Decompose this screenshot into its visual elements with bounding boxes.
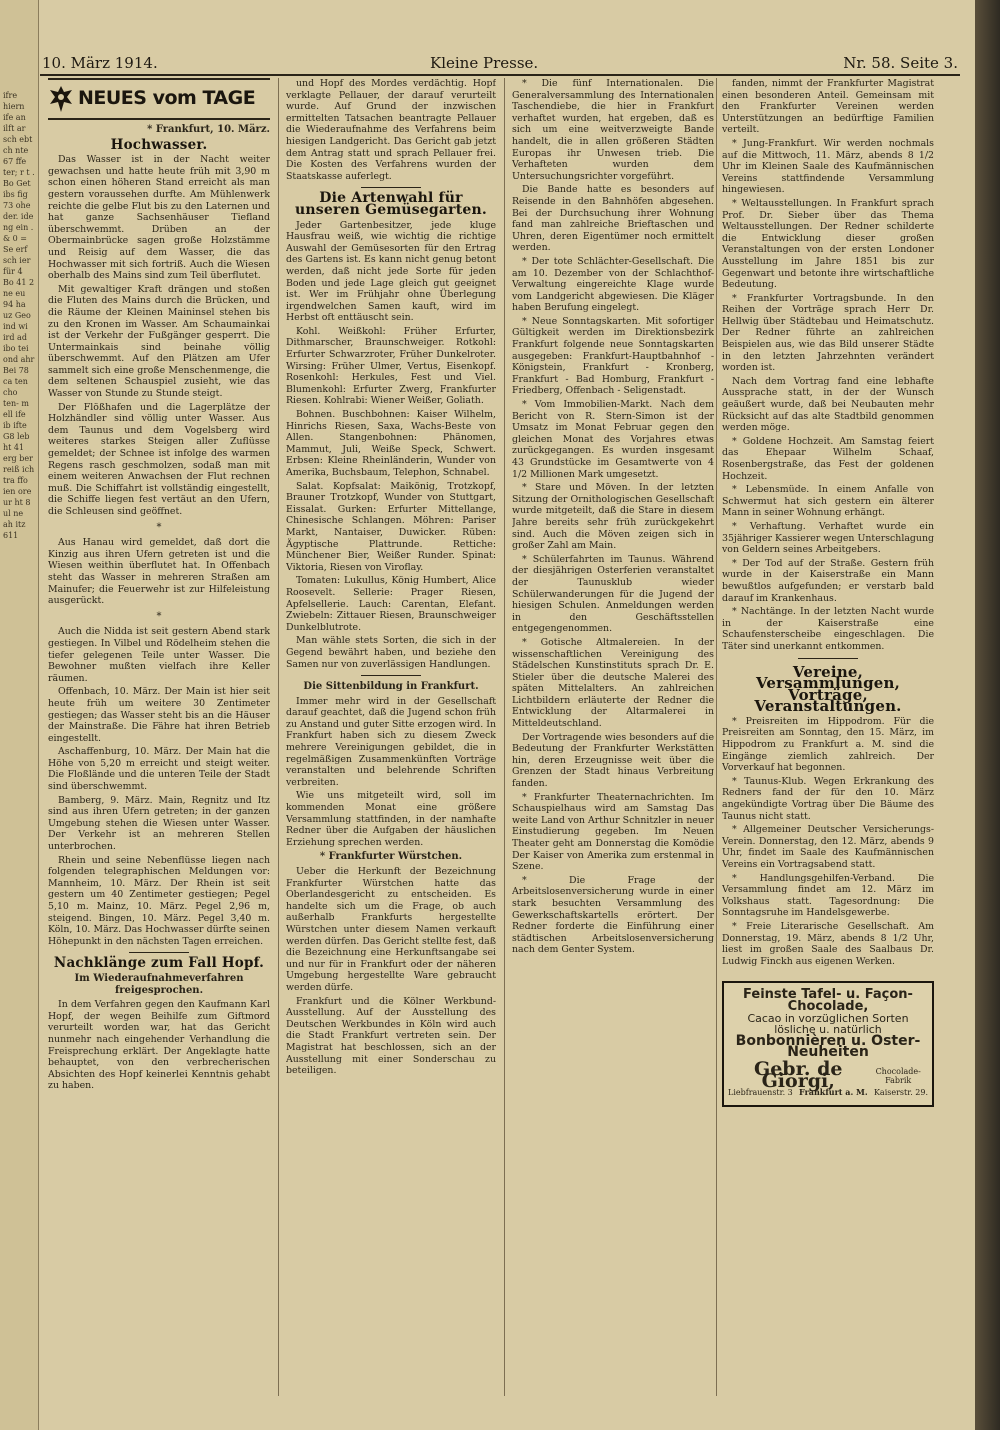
article-paragraph: * Freie Literarische Gesellschaft. Am Donnerstag, 19. März, abends 8 1/2 Uhr, liest im großen Saale des Saalbaus Dr. Ludwig Finckh aus eigenen Werken. (722, 920, 934, 967)
column-2 (286, 78, 496, 1396)
header-date: 10. März 1914. (42, 54, 158, 72)
article-paragraph: Bohnen. Buschbohnen: Kaiser Wilhelm, Hinrichs Riesen, Saxa, Wachs-Beste von Allen. Stangenbohnen: Phänomen, Mammut, Juli, Weiße Speck, Schwert. Erbsen: Kleine Rheinländerin, Wunder von Amerika, Buchsbaum, Telephon, Schnabel. (286, 409, 496, 478)
article-paragraph: Man wähle stets Sorten, die sich in der Gegend bewährt haben, und beziehe den Samen nur von zuverlässigen Handlungen. (286, 635, 496, 670)
ad-city: Frankfurt a. M. (799, 1087, 868, 1098)
article-paragraph: * Verhaftung. Verhaftet wurde ein 35jähriger Kassierer wegen Unterschlagung von Geldern seines Arbeitgebers. (722, 520, 934, 556)
article-paragraph: * Lebensmüde. In einem Anfalle von Schwermut hat sich gestern ein älterer Mann in seiner Wohnung erhängt. (722, 484, 934, 519)
article-heading: Die Artenwahl für unseren Gemüsegarten. (295, 190, 487, 218)
article-paragraph: * Weltausstellungen. In Frankfurt sprach Prof. Dr. Sieber über das Thema Weltausstellungen. Der Redner schilderte die Entwicklung dieser großen Veranstaltungen von der ersten Londoner Ausstellung im Jahre 1851 bis zur Gegenwart und betonte ihre wirtschaftliche Bedeutung. (722, 197, 934, 291)
article-paragraph: * Vom Immobilien-Markt. Nach dem Bericht von R. Stern-Simon ist der Umsatz im Monat Februar gegen den gleichen Monat des Vorjahres etwas zurückgegangen. Es wurden insgesamt 43 Grundstücke im Gesamtwerte von 4 1/2 Millionen Mark umgesetzt. (512, 399, 714, 480)
column-3 (512, 78, 714, 1396)
section-heading: Vereine, Versammlungen, Vorträge, Veranstaltungen. (754, 662, 902, 716)
article-paragraph: * Gotische Altmalereien. In der wissenschaftlichen Vereinigung des Städelschen Kunstinstituts sprach Dr. E. Stieler über die deutsche Malerei des späten Mittelalters. An zahlreichen Lichtbildern erläuterte der Redner die Entwicklung der Altarmalerei in Mitteldeutschland. (512, 636, 714, 730)
article-paragraph: * Allgemeiner Deutscher Versicherungs-Verein. Donnerstag, den 12. März, abends 9 Uhr, findet im Saale des Kaufmännischen Vereins ein Vortragsabend statt. (722, 824, 934, 870)
article-paragraph: Jeder Gartenbesitzer, jede kluge Hausfrau weiß, wie wichtig die richtige Auswahl der Gemüsesorten für den Ertrag des Gartens ist. Es kann nicht genug betont werden, daß nicht jede Sorte für jeden Boden und jede Lage gleich gut geeignet ist. Wer im Frühjahr ohne Überlegung irgendwelchen Samen kauft, wird im Herbst oft enttäuscht sein. (286, 219, 496, 324)
article-paragraph: Aschaffenburg, 10. März. Der Main hat die Höhe von 5,20 m erreicht und steigt weiter. Die Floßlände und die unteren Teile der Stadt sind überschwemmt. (48, 746, 270, 793)
article-paragraph: In dem Verfahren gegen den Kaufmann Karl Hopf, der wegen Beihilfe zum Giftmord verurteilt worden war, hat das Gericht nunmehr nach eingehender Verhandlung die Freisprechung erklärt. Der Angeklagte hatte behauptet, von den verbrecherischen Absichten des Hopf keinerlei Kenntnis gehabt zu haben. (48, 999, 270, 1092)
article-paragraph: und Hopf des Mordes verdächtig. Hopf verklagte Pellauer, der darauf verurteilt wurde. Auf Grund der inzwischen ermittelten Tatsachen beantragte Pellauer die Wiederaufnahme des Verfahrens beim hiesigen Landgericht. Das Gericht gab jetzt dem Antrag statt und sprach Pellauer frei. Die Kosten des Verfahrens wurden der Staatskasse auferlegt. (286, 78, 496, 182)
previous-page-edge (0, 0, 39, 1430)
ad-address: Liebfrauenstr. 3 (728, 1088, 793, 1098)
separator-star: * (156, 521, 162, 533)
article-paragraph: Mit gewaltiger Kraft drängen und stoßen die Fluten des Mains durch die Brücken, und die Räume der Kleinen Maininsel stehen bis zu den Kronen im Wasser. Am Schaumainkai ist der Verkehr der Fußgänger gesperrt. Die Untermainkais sind beinahe völlig überschwemmt. Auf den Plätzen am Ufer sammelt sich eine große Menschenmenge, die dem seltenen Schauspiel zusieht, wie das Wasser von Stunde zu Stunde steigt. (48, 283, 270, 400)
ad-brand-side: Chocolade-Fabrik (875, 1066, 921, 1085)
ad-headline: Feinste Tafel- u. Façon-Chocolade, (743, 987, 913, 1014)
article-paragraph: Rhein und seine Nebenflüsse liegen nach folgenden telegraphischen Meldungen vor: Mannheim, 10. März. Der Rhein ist seit gestern um 40 Zentimeter gestiegen; Pegel 5,10 m. Mainz, 10. März. Pegel 2,96 m, steigend. Bingen, 10. März. Pegel 3,40 m. Köln, 10. März. Das Hochwasser dürfte seinen Höhepunkt in den nächsten Tagen erreichen. (48, 854, 270, 947)
column-rule (278, 78, 279, 1396)
article-paragraph: Frankfurt und die Kölner Werkbund-Ausstellung. Auf der Ausstellung des Deutschen Werkbundes in Köln wird auch die Stadt Frankfurt vertreten sein. Der Magistrat hat beschlossen, sich an der Ausstellung mit einer Sonderschau zu beteiligen. (286, 995, 496, 1077)
article-paragraph: * Die fünf Internationalen. Die Generalversammlung des Internationalen Taschendiebe, die hier in Frankfurt verhaftet wurden, hat ergeben, daß es sich um eine weitverzweigte Bande handelt, die in allen größeren Städten Europas ihr Unwesen trieb. Die Verhafteten wurden dem Untersuchungsrichter vorgeführt. (512, 78, 714, 182)
gutter-text: ifre hiern ife an ilft ar sch ebt ch nte 67 ffe ter; r t . Bo Get ibs fig 73 ohe der. ide ng ein . & 0 = Se erf sch ier für 4 Bo 41 2 ne eu 94 ha uz Geo ind wi ird ad ibo tei ond ahr Bei 78 ca ten cho ten- m ell ife ib ifte G8 leb ht 41 erg ber reiß ich tra ffo ien ore ur ht 8 ul ne ah itz 611 (3, 91, 35, 540)
ad-address-row (728, 1087, 928, 1099)
article-paragraph: Der Flößhafen und die Lagerplätze der Holzhändler sind völlig unter Wasser. Aus dem Taunus und dem Vogelsberg wird weiteres starkes Steigen aller Zuflüsse gemeldet; der Schnee ist infolge des warmen Regens rasch geschmolzen, sodaß man mit einem weiteren Anwachsen der Flut rechnen muß. Die Schiffahrt ist vollständig eingestellt, die Schiffe liegen fest vertäut an den Ufern, die Schleusen sind geöffnet. (48, 401, 270, 517)
divider (129, 952, 189, 953)
article-paragraph: Immer mehr wird in der Gesellschaft darauf geachtet, daß die Jugend schon früh zu Anstand und guter Sitte erzogen wird. In Frankfurt haben sich zu diesem Zweck mehrere Vereinigungen gebildet, die in regelmäßigen Zusammenkünften Vorträge veranstalten und belehrende Schriften verbreiten. (286, 695, 496, 788)
chocolate-advertisement (722, 981, 934, 1106)
header-page-number: Nr. 58. Seite 3. (843, 54, 958, 72)
dateline: * Frankfurt, 10. März. (147, 124, 270, 135)
article-paragraph: * Frankfurter Vortragsbunde. In den Reihen der Vorträge sprach Herr Dr. Hellwig über Städtebau und Heimatschutz. Der Redner führte an zahlreichen Beispielen aus, wie das Bild unserer Städte in den letzten Jahrzehnten verändert worden ist. (722, 292, 934, 374)
article-paragraph: fanden, nimmt der Frankfurter Magistrat einen besonderen Anteil. Gemeinsam mit den Frankfurter Vereinen werden Unterstützungen an bedürftige Familien verteilt. (722, 78, 934, 136)
separator-star: * (156, 610, 162, 622)
article-paragraph: Auch die Nidda ist seit gestern Abend stark gestiegen. In Vilbel und Rödelheim stehen die tiefer gelegenen Teile unter Wasser. Die Bewohner mußten vielfach ihre Keller räumen. (48, 626, 270, 684)
article-paragraph: * Der tote Schlächter-Gesellschaft. Die am 10. Dezember von der Schlachthof-Verwaltung eingereichte Klage wurde vom Landgericht abgewiesen. Die Kläger haben Berufung eingelegt. (512, 255, 714, 314)
divider (798, 658, 858, 659)
ad-brand-row (728, 1057, 928, 1092)
article-paragraph: * Handlungsgehilfen-Verband. Die Versammlung findet am 12. März im Volkshaus statt. Tagesordnung: Die Sonntagsruhe im Handelsgewerbe. (722, 872, 934, 919)
article-subheading: Im Wiederaufnahmeverfahren freigesprochen. (74, 972, 244, 996)
article-heading: Hochwasser. (110, 136, 208, 153)
ad-line: Cacao in vorzüglichen Sorten lösliche u. natürlich (747, 1011, 909, 1037)
divider (361, 187, 421, 188)
article-paragraph: Der Vortragende wies besonders auf die Bedeutung der Frankfurter Werkstätten hin, deren Erzeugnisse weit über die Grenzen der Stadt hinaus Verbreitung fanden. (512, 731, 714, 790)
article-paragraph: * Die Frage der Arbeitslosenversicherung wurde in einer stark besuchten Versammlung des Gewerkschaftskartells erörtert. Der Redner forderte die Einführung einer städtischen Arbeitslosenversicherung nach dem Genter System. (512, 874, 714, 956)
article-paragraph: Offenbach, 10. März. Der Main ist hier seit heute früh um weitere 30 Zentimeter gestiegen; das Wasser steht bis an die Häuser der Mainstraße. Die Fähre hat ihren Betrieb eingestellt. (48, 686, 270, 744)
article-paragraph: Nach dem Vortrag fand eine lebhafte Aussprache statt, in der der Wunsch geäußert wurde, daß bei Neubauten mehr Rücksicht auf das alte Stadtbild genommen werden möge. (722, 375, 934, 434)
column-rule (716, 78, 717, 1396)
book-binding-edge (975, 0, 1000, 1430)
article-paragraph: Bamberg, 9. März. Main, Regnitz und Itz sind aus ihren Ufern getreten; in der ganzen Umgebung stehen die Wiesen unter Wasser. Der Verkehr ist an mehreren Stellen unterbrochen. (48, 794, 270, 853)
article-paragraph: Tomaten: Lukullus, König Humbert, Alice Roosevelt. Sellerie: Prager Riesen, Apfelsellerie. Lauch: Carentan, Elefant. Zwiebeln: Zittauer Riesen, Braunschweiger Dunkelblutrote. (286, 575, 496, 633)
article-paragraph: * Preisreiten im Hippodrom. Für die Preisreiten am Sonntag, den 15. März, im Hippodrom zu Frankfurt a. M. sind die Eingänge ziemlich zahlreich. Der Vorverkauf hat begonnen. (722, 715, 934, 774)
ad-address: Kaiserstr. 29. (873, 1088, 928, 1098)
column-1 (48, 78, 270, 1396)
article-paragraph: * Goldene Hochzeit. Am Samstag feiert das Ehepaar Wilhelm Schaaf, Rosenbergstraße, das Fest der goldenen Hochzeit. (722, 435, 934, 482)
article-heading: Nachklänge zum Fall Hopf. (53, 955, 265, 972)
article-paragraph: * Der Tod auf der Straße. Gestern früh wurde in der Kaiserstraße ein Mann bewußtlos aufgefunden; er verstarb bald darauf im Krankenhaus. (722, 557, 934, 604)
section-logo-text: NEUES vom TAGE (78, 87, 256, 110)
article-paragraph: Salat. Kopfsalat: Maikönig, Trotzkopf, Brauner Trotzkopf, Wunder von Stuttgart, Eissalat. Gurken: Erfurter Mittellange, Chinesische Schlangen. Möhren: Pariser Markt, Nantaiser, Duwicker. Rüben: Ägyptische Plattrunde. Rettiche: Münchener Bier, Weißer Runder. Spinat: Viktoria, Riesen von Viroflay. (286, 480, 496, 573)
article-paragraph: Kohl. Weißkohl: Früher Erfurter, Dithmarscher, Braunschweiger. Rotkohl: Erfurter Schwarzroter, Früher Dunkelroter. Wirsing: Früher Ulmer, Vertus, Eisenkopf. Rosenkohl: Herkules, Fest und Viel. Blumenkohl: Erfurter Zwerg, Frankfurter Riesen. Kohlrabi: Wiener Weißer, Goliath. (286, 325, 496, 407)
eagle-icon (48, 84, 74, 114)
header-paper-name: Kleine Presse. (430, 54, 539, 72)
page-header (40, 52, 960, 76)
column-rule (504, 78, 505, 1396)
column-4 (722, 78, 934, 1396)
article-heading: Die Sittenbildung in Frankfurt. (303, 681, 479, 693)
divider (361, 675, 421, 676)
article-heading: * Frankfurter Würstchen. (319, 851, 463, 863)
article-paragraph: Die Bande hatte es besonders auf Reisende in den Bahnhöfen abgesehen. Bei der Durchsuchung ihrer Wohnung fand man zahlreiche Brieftaschen und Uhren, deren Eigentümer noch ermittelt werden. (512, 184, 714, 254)
article-paragraph: Ueber die Herkunft der Bezeichnung Frankfurter Würstchen hatte das Oberlandesgericht zu entscheiden. Es handelte sich um die Frage, ob auch außerhalb Frankfurts hergestellte Würstchen unter diesem Namen verkauft werden dürfen. Das Gericht stellte fest, daß die Bezeichnung eine Herkunftsangabe sei und nur für in Frankfurt oder der näheren Umgebung hergestellte Ware gebraucht werden dürfe. (286, 866, 496, 993)
article-paragraph: Aus Hanau wird gemeldet, daß dort die Kinzig aus ihren Ufern getreten ist und die Wiesen weithin überflutet hat. In Offenbach steht das Wasser in mehreren Straßen am Mainufer; die Feuerwehr ist zur Hilfeleistung ausgerückt. (48, 537, 270, 607)
article-paragraph: * Schülerfahrten im Taunus. Während der diesjährigen Osterferien veranstaltet der Taunusklub wieder Schülerwanderungen für die Jugend der hiesigen Schulen. Anmeldungen werden in den Geschäftsstellen entgegengenommen. (512, 553, 714, 635)
article-paragraph: * Taunus-Klub. Wegen Erkrankung des Redners fand der für den 10. März angekündigte Vortrag über Die Bäume des Taunus nicht statt. (722, 775, 934, 822)
ad-line: Bonbonnièren u. Oster-Neuheiten (735, 1032, 921, 1061)
article-paragraph: * Stare und Möven. In der letzten Sitzung der Ornithologischen Gesellschaft wurde mitgeteilt, daß die Stare in diesem Jahre bereits sehr früh zurückgekehrt sind. Auch die Möven zeigen sich in großer Zahl am Main. (512, 482, 714, 552)
article-paragraph: * Jung-Frankfurt. Wir werden nochmals auf die Mittwoch, 11. März, abends 8 1/2 Uhr im Kleinen Saale des Kaufmännischen Vereins stattfindende Versammlung hingewiesen. (722, 137, 934, 196)
article-paragraph: Wie uns mitgeteilt wird, soll im kommenden Monat eine größere Versammlung stattfinden, in der namhafte Redner über die Aufgaben der häuslichen Erziehung sprechen werden. (286, 790, 496, 848)
article-paragraph: * Neue Sonntagskarten. Mit sofortiger Gültigkeit werden im Direktionsbezirk Frankfurt folgende neue Sonntagskarten ausgegeben: Frankfurt-Hauptbahnhof - Königstein, Frankfurt - Kronberg, Frankfurt - Bad Homburg, Frankfurt - Friedberg, Offenbach - Seligenstadt. (512, 315, 714, 397)
article-paragraph: * Nachtänge. In der letzten Nacht wurde in der Kaiserstraße eine Schaufensterscheibe eingeschlagen. Die Täter sind unerkannt entkommen. (722, 606, 934, 652)
article-paragraph: * Frankfurter Theaternachrichten. Im Schauspielhaus wird am Samstag Das weite Land von Arthur Schnitzler in neuer Einstudierung gegeben. Im Neuen Theater geht am Donnerstag die Komödie Der Kaiser von Amerika zum erstenmal in Szene. (512, 791, 714, 873)
article-paragraph: Das Wasser ist in der Nacht weiter gewachsen und hatte heute früh mit 3,90 m schon einen höheren Stand erreicht als man gestern voraussehen durfte. Am Mühlenwerk reichte die gelbe Flut bis zu den Laternen und hat ganze Sachsenhäuser Tiefland überschwemmt. Drüben an der Obermainbrücke sagen große Holzstämme und Reisig auf dem Wasser, die das Hochwasser mit sich fortriß. Auch die Wiesen oberhalb des Mains sind zum Teil überflutet. (48, 154, 270, 282)
section-logo (48, 78, 270, 120)
ad-brand: Gebr. de Giorgi, (753, 1057, 843, 1092)
